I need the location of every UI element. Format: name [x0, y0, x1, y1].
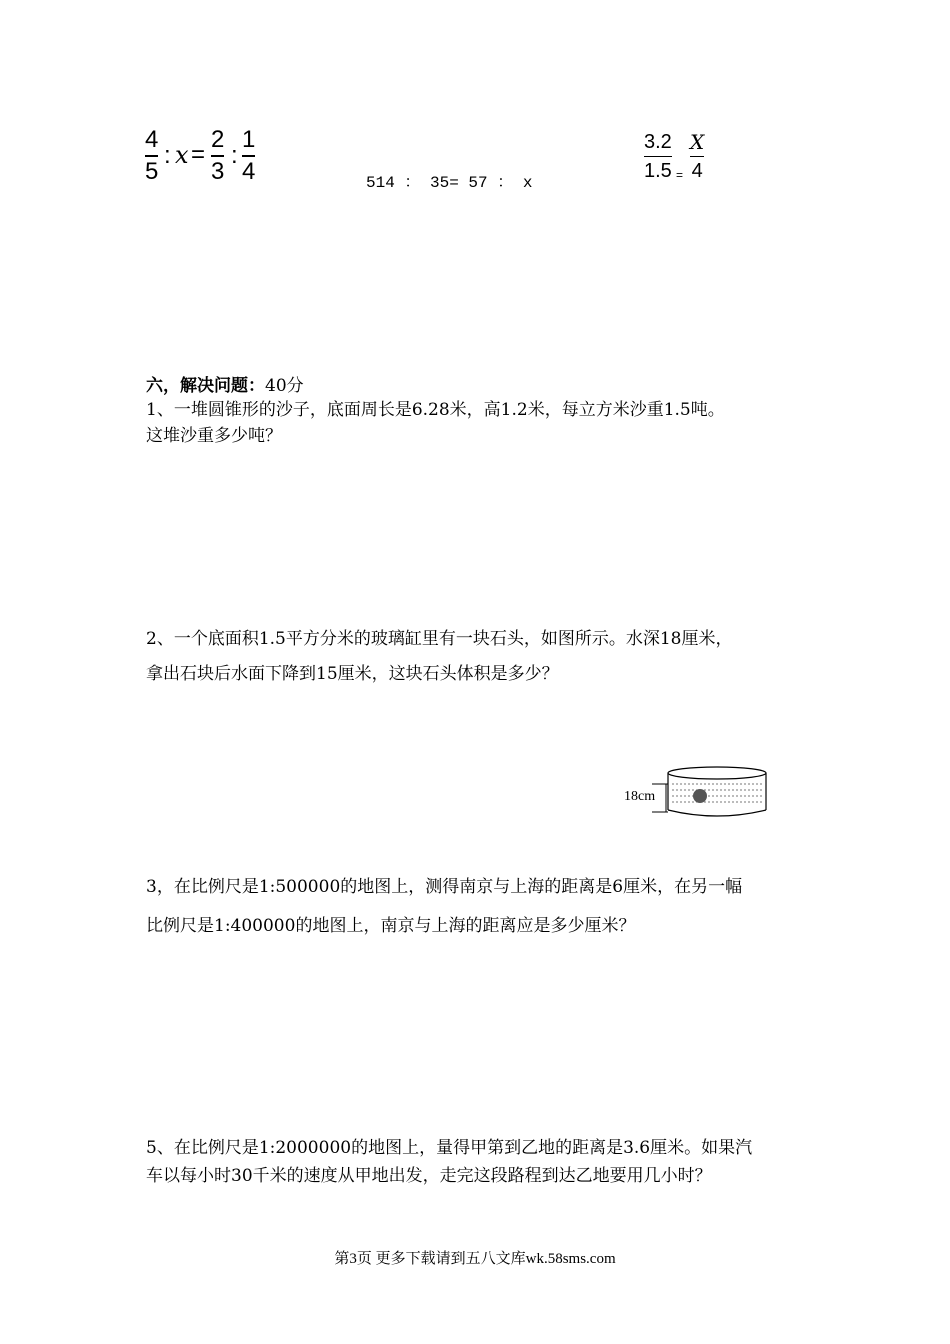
denominator: 4 [691, 160, 703, 182]
fraction-3.2-1.5 [644, 132, 672, 181]
ratio-colon: : [231, 142, 238, 169]
denominator: 5 [145, 158, 159, 185]
problem-1-line-2: 这堆沙重多少吨？ [146, 426, 282, 446]
equation-1 [145, 128, 265, 188]
equals-sign: = [676, 168, 684, 182]
problem-1-line-1: 1、一堆圆锥形的沙子，底面周长是6.28米，高1.2米，每立方米沙重1.5吨。 [146, 400, 725, 420]
numerator: 3.2 [644, 131, 672, 153]
fraction-x-4 [690, 132, 704, 181]
problem-3-line-1: 3，在比例尺是1:500000的地图上，测得南京与上海的距离是6厘米，在另一幅 [146, 877, 743, 897]
numerator: 4 [145, 126, 159, 153]
problem-5-line-1: 5、在比例尺是1:2000000的地图上，量得甲第到乙地的距离是3.6厘米。如果汽 [146, 1138, 753, 1158]
fraction-4-5 [145, 128, 158, 184]
numerator: 2 [211, 126, 225, 153]
problem-2-line-1: 2、一个底面积1.5平方分米的玻璃缸里有一块石头，如图所示。水深18厘米， [146, 629, 733, 649]
page-footer: 第3页 更多下载请到五八文库wk.58sms.com [334, 1251, 616, 1267]
problem-3-line-2: 比例尺是1:400000的地图上，南京与上海的距离应是多少厘米？ [146, 916, 636, 936]
depth-label: 18cm [624, 789, 656, 804]
section-points: 40分 [265, 376, 304, 396]
stone-shape [693, 789, 707, 803]
denominator: 3 [211, 158, 225, 185]
denominator: 4 [242, 158, 256, 185]
tank-svg [622, 760, 772, 820]
equation-2: 514 ： 35= 57 ： x [366, 174, 533, 192]
equation-3 [644, 132, 724, 186]
variable-x: x [175, 141, 189, 169]
problem-2-line-2: 拿出石块后水面下降到15厘米，这块石头体积是多少？ [146, 664, 559, 684]
numerator: 1 [242, 126, 256, 153]
problem-5-line-2: 车以每小时30千米的速度从甲地出发，走完这段路程到达乙地要用几小时？ [146, 1166, 712, 1186]
ratio-colon: : [164, 142, 171, 169]
equals-sign: = [191, 141, 206, 168]
glass-tank-figure [622, 760, 772, 820]
fraction-2-3 [211, 128, 224, 184]
numerator: X [690, 130, 705, 154]
denominator: 1.5 [644, 160, 672, 182]
fraction-1-4 [242, 128, 255, 184]
section-heading [146, 378, 304, 395]
section-title: 六，解决问题： [146, 376, 265, 396]
